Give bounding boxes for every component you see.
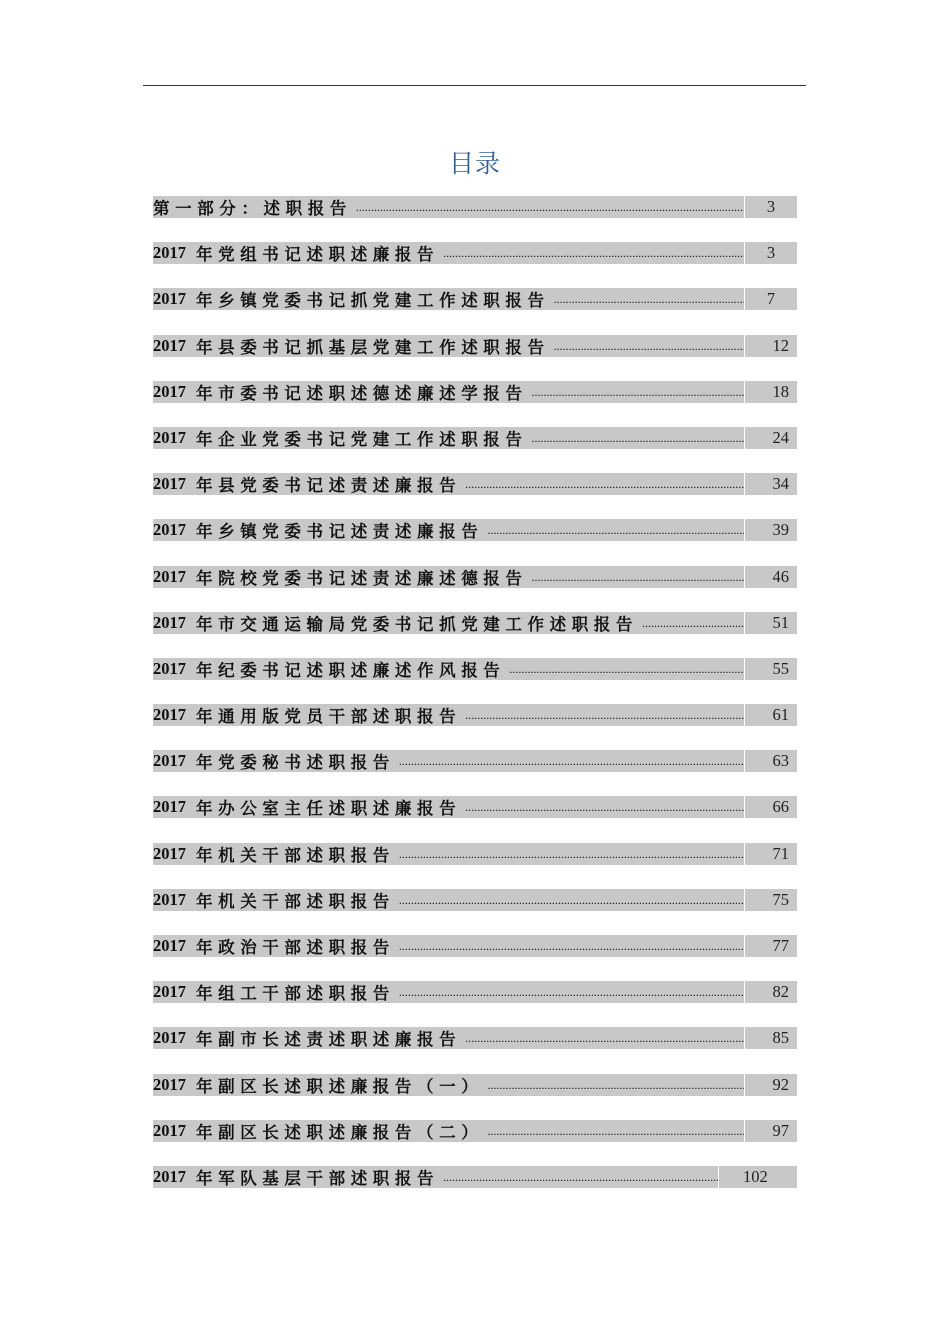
toc-entry-year: 2017	[153, 427, 186, 447]
toc-entry-page: 66	[745, 796, 797, 818]
toc-entry-page: 3	[745, 242, 797, 264]
toc-entry-page: 82	[745, 981, 797, 1003]
toc-entry-text: 年党委秘书述职报告	[196, 753, 395, 773]
toc-entry[interactable]	[153, 935, 797, 957]
toc-entry-text: 年机关干部述职报告	[196, 891, 395, 911]
toc-entry-page: 18	[745, 381, 797, 403]
toc-entry-page: 85	[745, 1027, 797, 1049]
toc-entry-leader	[443, 1166, 718, 1188]
toc-entry-text: 年机关干部述职报告	[196, 845, 395, 865]
toc-entry-year: 2017	[153, 1166, 186, 1186]
toc-entry-text: 年副市长述责述职述廉报告	[196, 1030, 462, 1050]
toc-entry[interactable]	[153, 1027, 797, 1049]
toc-entry-title	[153, 981, 399, 1003]
toc-entry-leader	[399, 935, 744, 957]
toc-entry-page: 46	[745, 566, 797, 588]
toc-entry-leader	[532, 566, 745, 588]
toc-entry-title	[153, 473, 465, 495]
toc-entry-title	[153, 381, 532, 403]
toc-entry-title	[153, 843, 399, 865]
toc-entry-text: 年通用版党员干部述职报告	[196, 707, 462, 727]
toc-entry-title	[153, 242, 443, 264]
toc-entry-title	[153, 519, 487, 541]
toc-entry-page: 12	[745, 335, 797, 357]
toc-entry-title	[153, 796, 465, 818]
toc-entry-leader	[399, 889, 744, 911]
toc-entry-text: 年办公室主任述职述廉报告	[196, 799, 462, 819]
toc-entry[interactable]	[153, 566, 797, 588]
toc-entry-year: 2017	[153, 751, 186, 771]
toc-entry[interactable]	[153, 612, 797, 634]
toc-entry[interactable]	[153, 381, 797, 403]
toc-entry-title	[153, 935, 399, 957]
toc-entry-leader	[399, 981, 744, 1003]
toc-entry-title	[153, 889, 399, 911]
toc-entry-year: 2017	[153, 289, 186, 309]
toc-entry-text: 年乡镇党委书记述责述廉报告	[196, 522, 484, 542]
toc-entry-year: 2017	[153, 1120, 186, 1140]
toc-entry-year: 2017	[153, 889, 186, 909]
toc-entry-year: 2017	[153, 936, 186, 955]
toc-entry-page: 92	[745, 1074, 797, 1096]
toc-entry-year: 2017	[153, 982, 186, 1002]
toc-entry-leader	[356, 196, 744, 218]
toc-entry-text: 年副区长述职述廉报告（一）	[196, 1076, 484, 1096]
toc-entry-year: 2017	[153, 1028, 186, 1048]
toc-entry-text: 年副区长述职述廉报告（二）	[196, 1122, 484, 1142]
toc-entry-text: 年市委书记述职述德述廉述学报告	[196, 383, 528, 403]
toc-entry-text: 第一部分：述职报告	[153, 199, 352, 218]
toc-entry-year: 2017	[153, 474, 186, 494]
toc-entry-leader	[465, 473, 744, 495]
toc-entry-text: 年市交通运输局党委书记抓党建工作述职报告	[196, 614, 638, 634]
toc-entry-title	[153, 335, 554, 357]
toc-entry-text: 年党组书记述职述廉报告	[196, 245, 440, 265]
toc-entry-text: 年组工干部述职报告	[196, 984, 395, 1004]
toc-entry[interactable]	[153, 981, 797, 1003]
toc-entry-leader	[554, 335, 744, 357]
toc-entry-page: 39	[745, 519, 797, 541]
toc-entry[interactable]	[153, 427, 797, 449]
toc-entry-leader	[487, 1120, 744, 1142]
toc-entry-title	[153, 612, 642, 634]
toc-entry[interactable]	[153, 750, 797, 772]
toc-entry[interactable]	[153, 889, 797, 911]
toc-entry-title	[153, 704, 465, 726]
toc-entry[interactable]	[153, 1120, 797, 1142]
toc-entry-text: 年乡镇党委书记抓党建工作述职报告	[196, 291, 550, 311]
toc-entry-title	[153, 658, 509, 680]
toc-entry[interactable]	[153, 1074, 797, 1096]
toc-entry[interactable]	[153, 1166, 797, 1188]
toc-entry-page: 34	[745, 473, 797, 495]
header-rule	[143, 85, 806, 86]
toc-entry-text: 年院校党委书记述责述廉述德报告	[196, 568, 528, 588]
toc-entry[interactable]	[153, 335, 797, 357]
toc-entry-page: 71	[745, 843, 797, 865]
toc-entry-leader	[465, 704, 744, 726]
toc-entry-title	[153, 196, 356, 218]
toc-entry-leader	[532, 381, 745, 403]
toc-entry-text: 年企业党委书记党建工作述职报告	[196, 429, 528, 449]
toc-entry-text: 年县党委书记述责述廉报告	[196, 476, 462, 496]
toc-entry[interactable]	[153, 843, 797, 865]
toc-entry-year: 2017	[153, 1074, 186, 1094]
toc-entry-year: 2017	[153, 797, 186, 817]
toc-entry[interactable]	[153, 242, 797, 264]
toc-entry-leader	[399, 843, 744, 865]
toc-entry-leader	[532, 427, 745, 449]
toc-title: 目录	[448, 149, 501, 178]
toc-entry-year: 2017	[153, 612, 186, 632]
toc-entry-page: 102	[719, 1166, 797, 1188]
toc-entry-text: 年军队基层干部述职报告	[196, 1168, 440, 1188]
toc-entry-leader	[554, 288, 744, 310]
toc-entry-title	[153, 750, 399, 772]
toc-entry-title	[153, 566, 532, 588]
toc-list	[153, 196, 797, 1212]
toc-entry-title	[153, 1166, 443, 1188]
toc-entry-leader	[487, 1074, 744, 1096]
toc-entry-title	[153, 1120, 487, 1142]
toc-entry-page: 51	[745, 612, 797, 634]
toc-entry-year: 2017	[153, 705, 186, 725]
toc-entry-page: 97	[745, 1120, 797, 1142]
toc-entry[interactable]	[153, 288, 797, 310]
toc-entry-leader	[642, 612, 744, 634]
toc-entry-leader	[509, 658, 744, 680]
toc-entry-year: 2017	[153, 243, 186, 263]
toc-entry-page: 75	[745, 889, 797, 911]
toc-entry-title	[153, 1074, 487, 1096]
toc-entry-year: 2017	[153, 335, 186, 355]
toc-entry[interactable]	[153, 473, 797, 495]
toc-entry-leader	[465, 796, 744, 818]
toc-entry-title	[153, 427, 532, 449]
toc-entry-page: 3	[745, 196, 797, 218]
toc-entry[interactable]	[153, 704, 797, 726]
toc-entry-page: 24	[745, 427, 797, 449]
toc-entry-title	[153, 1027, 465, 1049]
toc-entry-page: 55	[745, 658, 797, 680]
toc-entry[interactable]	[153, 519, 797, 541]
toc-entry-text: 年政治干部述职报告	[196, 938, 395, 957]
toc-entry[interactable]	[153, 796, 797, 818]
toc-entry-leader	[487, 519, 744, 541]
toc-entry-text: 年县委书记抓基层党建工作述职报告	[196, 337, 550, 357]
toc-entry-text: 年纪委书记述职述廉述作风报告	[196, 660, 506, 680]
toc-entry-page: 63	[745, 750, 797, 772]
toc-entry-year: 2017	[153, 658, 186, 678]
toc-entry-page: 77	[745, 935, 797, 957]
toc-entry-page: 7	[745, 288, 797, 310]
toc-entry-year: 2017	[153, 843, 186, 863]
toc-entry-year: 2017	[153, 520, 186, 540]
toc-entry-leader	[399, 750, 744, 772]
toc-entry-year: 2017	[153, 381, 186, 401]
toc-entry-page: 61	[745, 704, 797, 726]
toc-entry-year: 2017	[153, 566, 186, 586]
toc-entry[interactable]	[153, 658, 797, 680]
toc-entry[interactable]	[153, 196, 797, 218]
toc-entry-leader	[443, 242, 744, 264]
toc-entry-title	[153, 288, 554, 310]
toc-entry-leader	[465, 1027, 744, 1049]
